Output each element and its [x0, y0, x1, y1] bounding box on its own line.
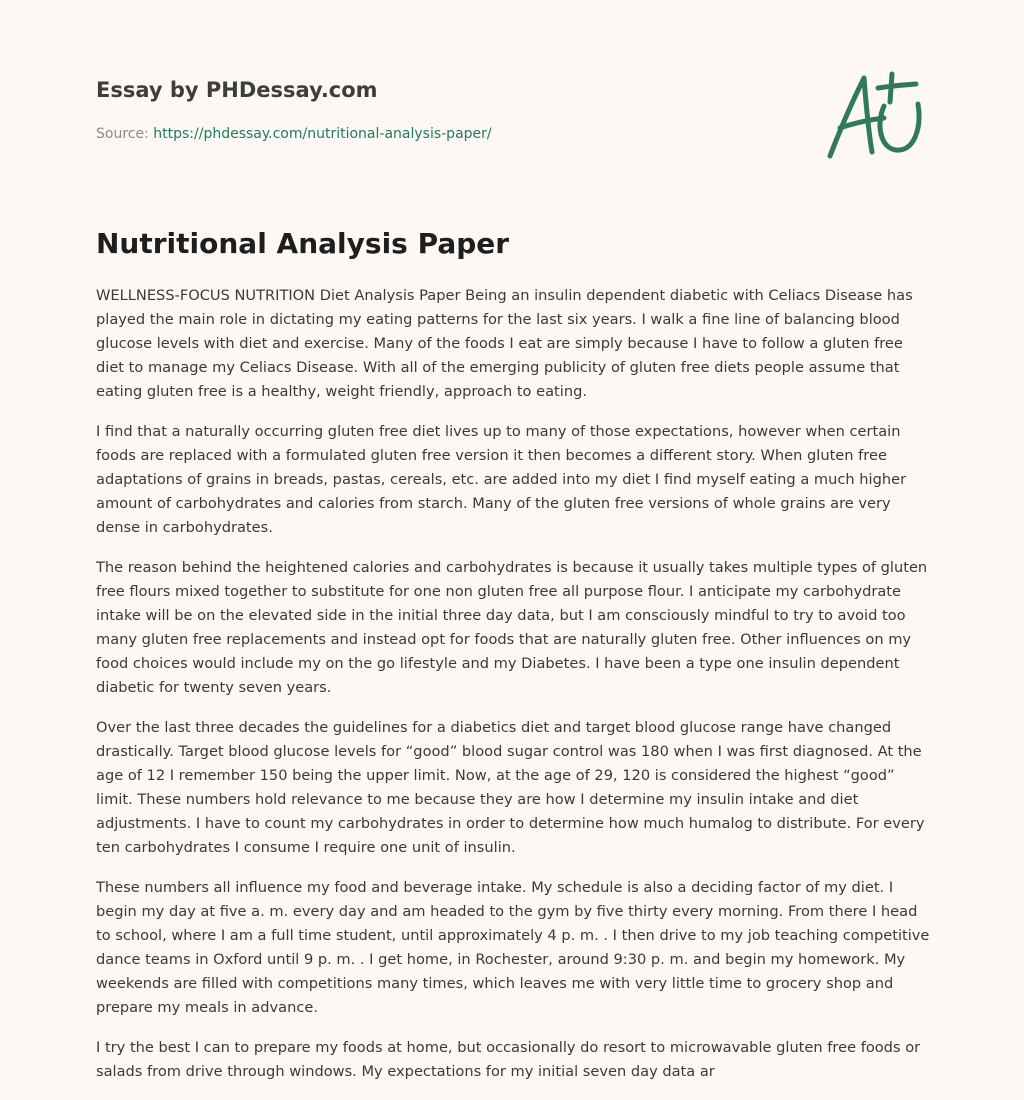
paragraph: WELLNESS-FOCUS NUTRITION Diet Analysis Paper Being an insulin dependent diabetic with Celiacs Disease has played the main role in dictating my eating patterns for the last six years. I walk a fine line of balancing blood glucose levels with diet and exercise. Many of the foods I eat are simply because I have to follow a gluten free diet to manage my Celiacs Disease. With all of the emerging publicity of gluten free diets people assume that eating gluten free is a healthy, weight friendly, approach to eating.	[96, 287, 913, 400]
page-header	[96, 76, 796, 144]
essay-body	[96, 284, 930, 1100]
paragraph: These numbers all influence my food and beverage intake. My schedule is also a deciding factor of my diet. I begin my day at five a. m. every day and am headed to the gym by five thirty every morning. From there I head to school, where I am a full time student, until approximately 4 p. m. . I then drive to my job teaching competitive dance teams in Oxford until 9 p. m. . I get home, in Rochester, around 9:30 p. m. and begin my homework. My weekends are filled with competitions many times, which leaves me with very little time to grocery shop and prepare my meals in advance.	[96, 879, 930, 1016]
site-title: Essay by PHDessay.com	[96, 78, 378, 102]
paragraph: I find that a naturally occurring gluten free diet lives up to many of those expectations, however when certain foods are replaced with a formulated gluten free version it then becomes a different story. When gluten free adaptations of grains in breads, pastas, cereals, etc. are added into my diet I find myself eating a much higher amount of carbohydrates and calories from starch. Many of the gluten free versions of whole grains are very dense in carbohydrates.	[96, 423, 907, 536]
source-line	[96, 124, 796, 144]
source-label: Source:	[96, 126, 149, 142]
source-link[interactable]: https://phdessay.com/nutritional-analysis-paper/	[153, 126, 492, 142]
paragraph: Over the last three decades the guidelines for a diabetics diet and target blood glucose range have changed drastically. Target blood glucose levels for “good” blood sugar control was 180 when I was first diagnosed. At the age of 12 I remember 150 being the upper limit. Now, at the age of 29, 120 is considered the highest “good” limit. These numbers hold relevance to me because they are how I determine my insulin intake and diet adjustments. I have to count my carbohydrates in order to determine how much humalog to distribute. For every ten carbohydrates I consume I require one unit of insulin.	[96, 719, 925, 856]
page-title: Nutritional Analysis Paper	[96, 227, 510, 260]
paragraph: The reason behind the heightened calories and carbohydrates is because it usually takes multiple types of gluten free flours mixed together to substitute for one non gluten free all purpose flour. I anticipate my carbohydrate intake will be on the elevated side in the initial three day data, but I am consciously mindful to try to avoid too many gluten free replacements and instead opt for foods that are naturally gluten free. Other influences on my food choices would include my on the go lifestyle and my Diabetes. I have been a type one insulin dependent diabetic for twenty seven years.	[96, 559, 928, 696]
paragraph: I try the best I can to prepare my foods at home, but occasionally do resort to microwavable gluten free foods or salads from drive through windows. My expectations for my initial seven day data ar	[96, 1039, 921, 1080]
a-plus-logo-icon	[820, 68, 928, 164]
